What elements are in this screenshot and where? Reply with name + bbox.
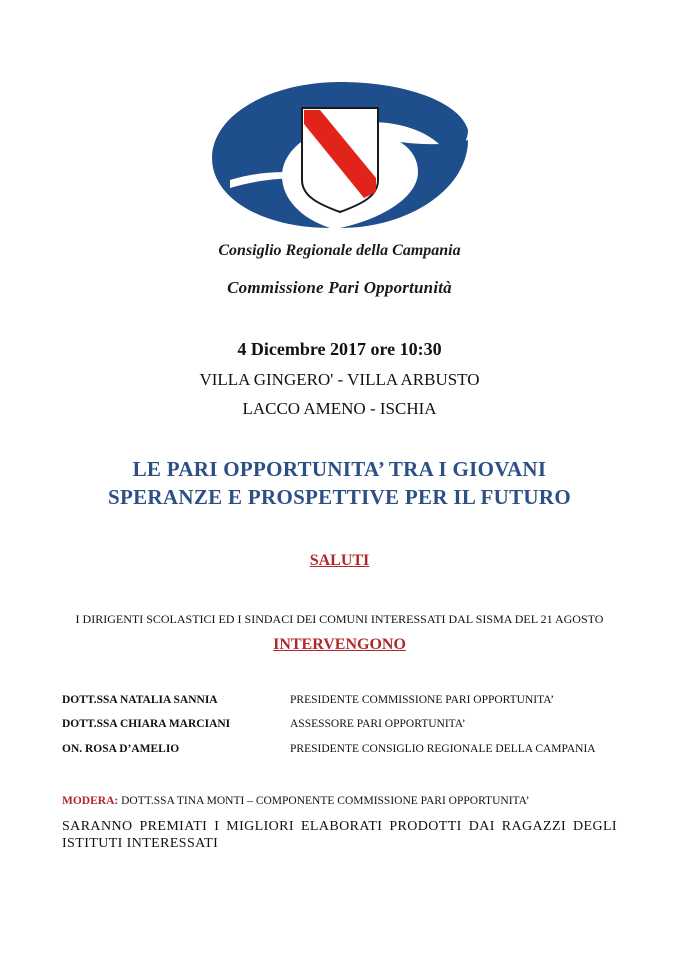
campania-logo-icon — [210, 80, 470, 230]
speaker-role: PRESIDENTE COMMISSIONE PARI OPPORTUNITA’ — [290, 694, 555, 706]
event-title-line2: SPERANZE E PROSPETTIVE PER IL FUTURO — [108, 485, 571, 509]
speaker-role: PRESIDENTE CONSIGLIO REGIONALE DELLA CAMPANIA — [290, 743, 596, 755]
speaker-name: ON. ROSA D’AMELIO — [62, 743, 180, 755]
commission-name: Commissione Pari Opportunità — [227, 278, 452, 297]
moderator-label: MODERA: — [62, 795, 119, 807]
speaker-role: ASSESSORE PARI OPPORTUNITA’ — [290, 718, 466, 730]
organization-name: Consiglio Regionale della Campania — [218, 242, 461, 259]
event-location: LACCO AMENO - ISCHIA — [242, 399, 437, 418]
saluti-text: I DIRIGENTI SCOLASTICI ED I SINDACI DEI COMUNI INTERESSATI DAL SISMA DEL 21 AGOSTO — [75, 612, 604, 626]
awards-note: SARANNO PREMIATI I MIGLIORI ELABORATI PRODOTTI DAI RAGAZZI DEGLI ISTITUTI INTERESSATI — [62, 819, 617, 851]
speaker-name: DOTT.SSA NATALIA SANNIA — [62, 694, 218, 706]
moderator-name: DOTT.SSA TINA MONTI — [121, 795, 245, 807]
saluti-heading: SALUTI — [309, 552, 370, 569]
event-date: 4 Dicembre 2017 ore 10:30 — [237, 339, 442, 359]
event-title-line1: LE PARI OPPORTUNITA’ TRA I GIOVANI — [132, 457, 547, 481]
intervengono-heading: INTERVENGONO — [273, 636, 406, 653]
moderator-role: – COMPONENTE COMMISSIONE PARI OPPORTUNITA’ — [247, 795, 530, 807]
speaker-name: DOTT.SSA CHIARA MARCIANI — [62, 718, 231, 730]
moderator-line — [62, 795, 530, 807]
event-venue: VILLA GINGERO' - VILLA ARBUSTO — [199, 370, 480, 389]
